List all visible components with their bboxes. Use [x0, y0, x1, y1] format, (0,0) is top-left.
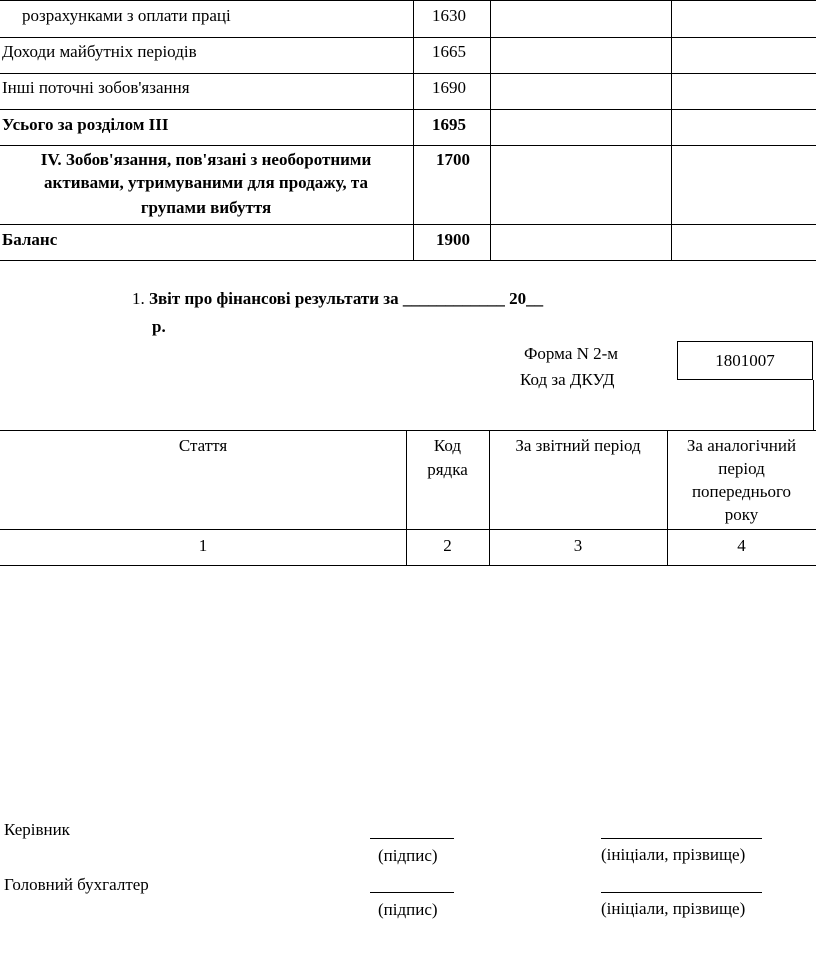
- table-border: [671, 0, 672, 261]
- balance-row-code: 1695: [432, 115, 466, 134]
- report-title-text: Звіт про фінансові результати за ____________ 20__: [149, 289, 544, 308]
- column-number: 3: [573, 536, 583, 555]
- dkud-code-box: [677, 341, 813, 380]
- name-caption: (ініціали, прізвище): [601, 845, 746, 864]
- header-prev-line: попереднього: [691, 482, 792, 501]
- table-border: [413, 0, 414, 261]
- table-border: [490, 0, 491, 261]
- table-border: [0, 529, 816, 530]
- table-border: [0, 260, 816, 261]
- signature-line: [370, 892, 454, 893]
- balance-row-label: Інші поточні зобов'язання: [2, 78, 190, 97]
- table-border: [0, 73, 816, 74]
- form-label: Форма N 2-м: [524, 344, 619, 363]
- table-border: [0, 145, 816, 146]
- balance-row-label: Баланс: [2, 230, 58, 249]
- signature-caption: (підпис): [378, 846, 438, 865]
- report-number: 1.: [132, 289, 145, 308]
- balance-row-code: 1900: [436, 230, 470, 249]
- balance-row-label: Доходи майбутніх періодів: [2, 42, 197, 61]
- balance-row-code: 1665: [432, 42, 466, 61]
- header-code-line: рядка: [427, 460, 468, 479]
- header-prev-line: За аналогічний: [686, 436, 797, 455]
- balance-row-code: 1630: [432, 6, 466, 25]
- balance-row-label-line: активами, утримуваними для продажу, та: [44, 173, 368, 192]
- table-border: [0, 0, 816, 1]
- column-number: 2: [443, 536, 452, 555]
- balance-row-code: 1700: [436, 150, 470, 169]
- column-number: 1: [198, 536, 208, 555]
- balance-row-code: 1690: [432, 78, 466, 97]
- name-caption: (ініціали, прізвище): [601, 899, 746, 918]
- balance-row-label-line: групами вибуття: [140, 198, 272, 217]
- signature-caption: (підпис): [378, 900, 438, 919]
- name-line: [601, 838, 762, 839]
- header-prev-line: року: [724, 505, 759, 524]
- table-border: [0, 37, 816, 38]
- signature-role: Головний бухгалтер: [4, 875, 149, 894]
- balance-row-label: розрахунками з оплати праці: [22, 6, 231, 25]
- name-line: [601, 892, 762, 893]
- dkud-code: 1801007: [715, 351, 775, 370]
- header-current-period: За звітний період: [515, 436, 641, 455]
- dkud-label: Код за ДКУД: [520, 370, 615, 389]
- balance-row-label-line: IV. Зобов'язання, пов'язані з необоротними: [40, 150, 372, 169]
- column-number: 4: [737, 536, 746, 555]
- table-border: [0, 109, 816, 110]
- header-prev-line: період: [718, 459, 765, 478]
- table-border: [813, 380, 814, 430]
- signature-role: Керівник: [4, 820, 70, 839]
- table-border: [0, 430, 816, 431]
- header-article: Стаття: [178, 436, 228, 455]
- signature-line: [370, 838, 454, 839]
- report-title: [132, 288, 543, 310]
- balance-row-label: Усього за розділом III: [2, 115, 169, 134]
- header-code-line: Код: [433, 436, 462, 455]
- report-title-cont: р.: [152, 317, 166, 336]
- table-border: [0, 224, 816, 225]
- table-border: [0, 565, 816, 566]
